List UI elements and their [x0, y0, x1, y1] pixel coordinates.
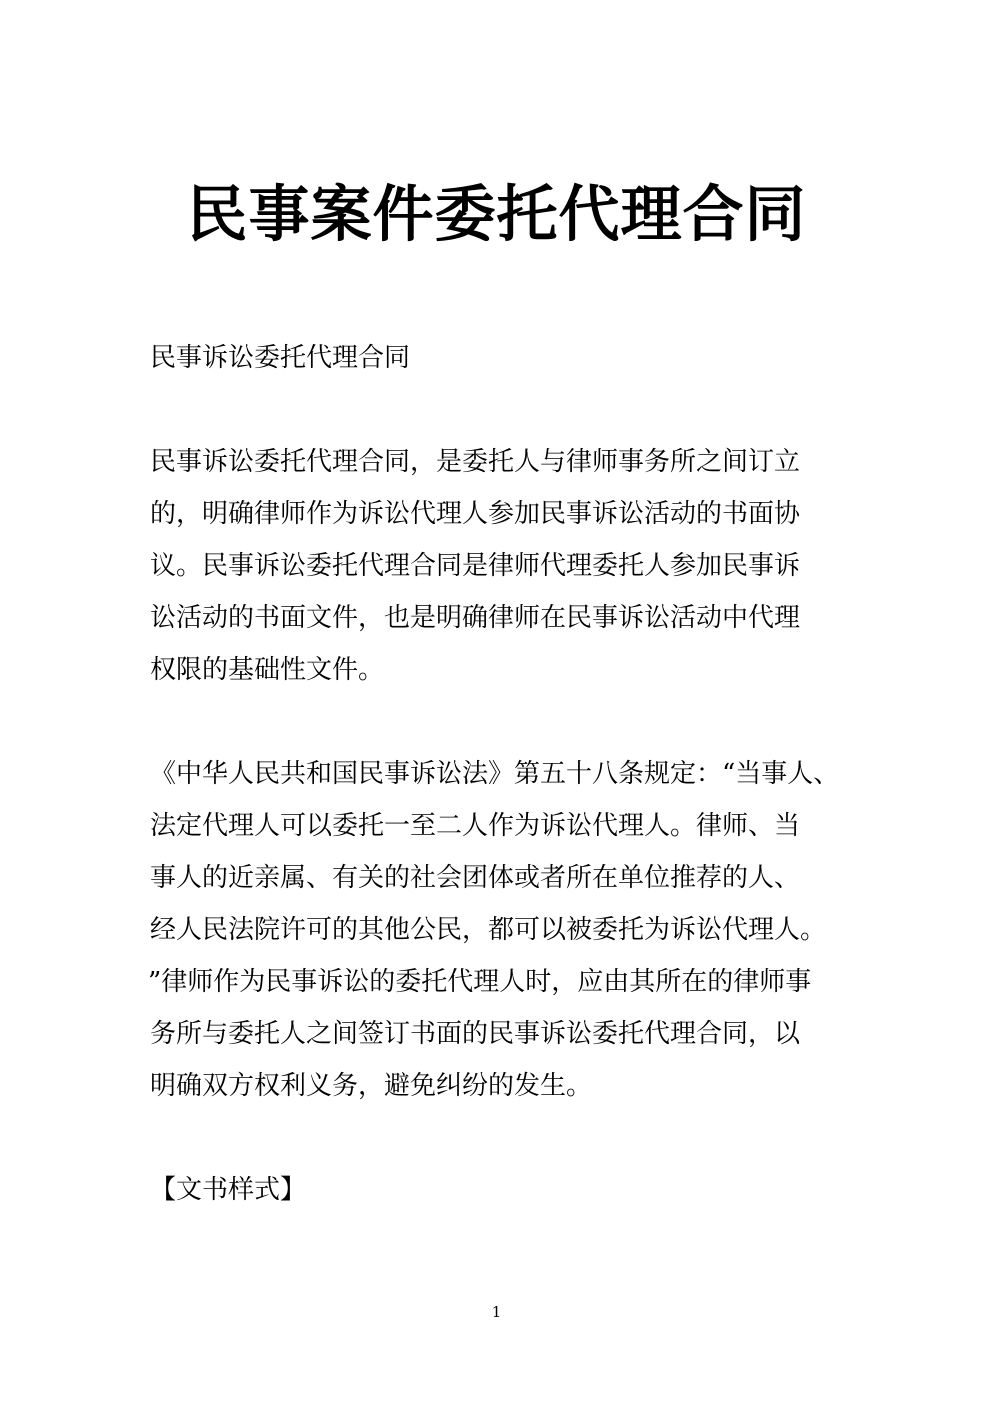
paragraph-line: 议。民事诉讼委托代理合同是律师代理委托人参加民事诉 — [150, 551, 801, 581]
paragraph-line: 《中华人民共和国民事诉讼法》第五十八条规定：“当事人、 — [150, 759, 840, 789]
paragraph-line: 经人民法院许可的其他公民，都可以被委托为诉讼代理人。 — [150, 915, 827, 945]
paragraph-line: ”律师作为民事诉讼的委托代理人时，应由其所在的律师事 — [148, 967, 812, 997]
paragraph-line: 讼活动的书面文件，也是明确律师在民事诉讼活动中代理 — [150, 603, 801, 633]
paragraph-line: 的，明确律师作为诉讼代理人参加民事诉讼活动的书面协 — [150, 499, 801, 529]
paragraph-line: 务所与委托人之间签订书面的民事诉讼委托代理合同，以 — [150, 1019, 801, 1049]
document-subtitle: 民事诉讼委托代理合同 — [150, 343, 411, 373]
document-title: 民事案件委托代理合同 — [186, 179, 807, 250]
section-heading: 【文书样式】 — [150, 1175, 307, 1205]
paragraph-line: 明确双方权利义务，避免纠纷的发生。 — [150, 1071, 593, 1101]
page-number: 1 — [491, 1303, 502, 1321]
paragraph-line: 民事诉讼委托代理合同，是委托人与律师事务所之间订立 — [150, 447, 801, 477]
paragraph-line: 事人的近亲属、有关的社会团体或者所在单位推荐的人、 — [150, 863, 801, 893]
paragraph-line: 法定代理人可以委托一至二人作为诉讼代理人。律师、当 — [150, 811, 801, 841]
paragraph-line: 权限的基础性文件。 — [150, 655, 385, 685]
